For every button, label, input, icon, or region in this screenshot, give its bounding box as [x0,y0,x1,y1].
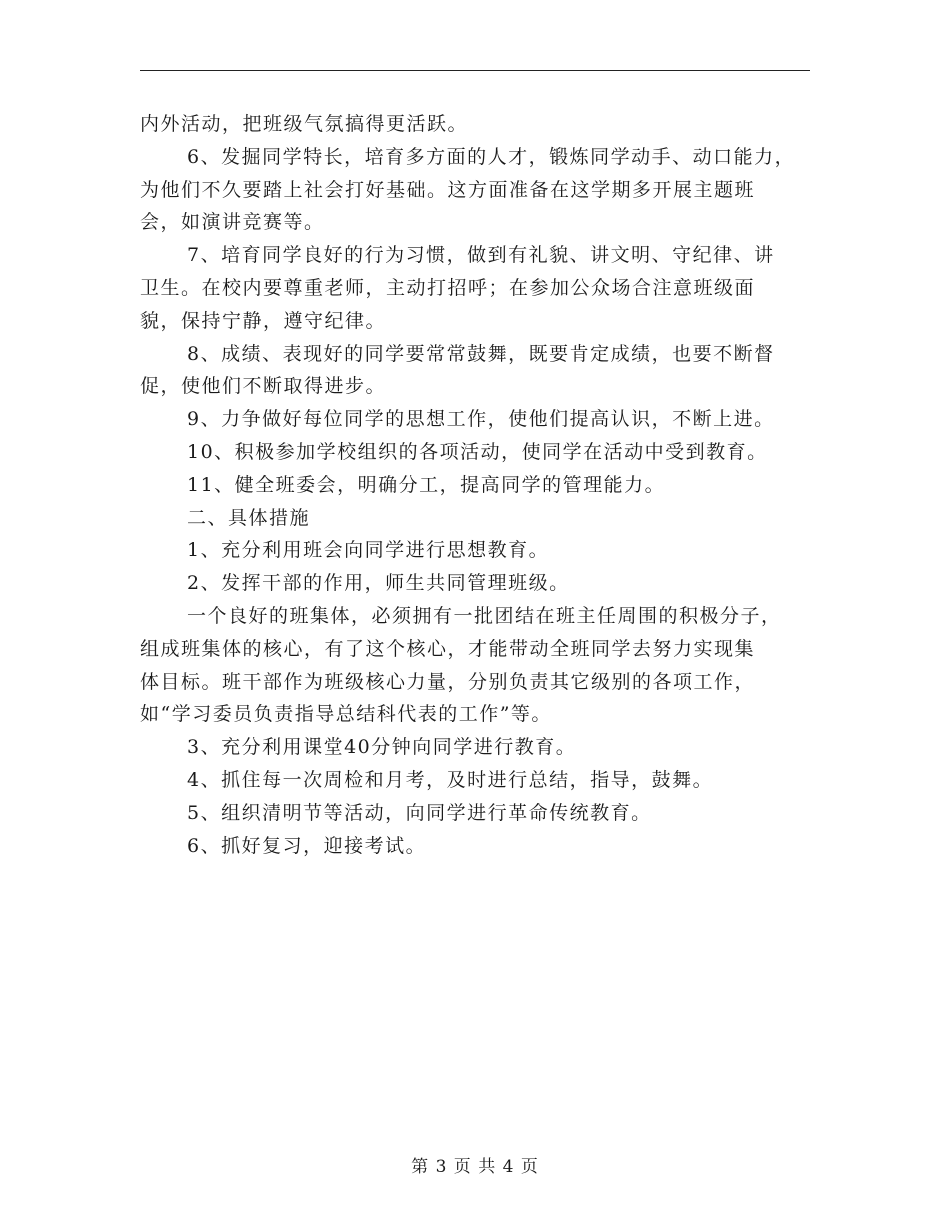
text-line: 10、积极参加学校组织的各项活动，使同学在活动中受到教育。 [187,440,768,463]
text-line: 组成班集体的核心，有了这个核心，才能带动全班同学去努力实现集 [140,637,756,660]
page-number: 第 3 页 共 4 页 [411,1157,539,1177]
text-line: 7、培育同学良好的行为习惯，做到有礼貌、讲文明、守纪律、讲 [187,244,775,267]
text-line: 为他们不久要踏上社会打好基础。这方面准备在这学期多开展主题班 [140,178,756,201]
text-line: 会，如演讲竞赛等。 [140,211,325,234]
text-line: 6、抓好复习，迎接考试。 [187,834,427,857]
text-line: 1、充分利用班会向同学进行思想教育。 [187,539,550,562]
text-line: 3、充分利用课堂40分钟向同学进行教育。 [187,736,577,759]
header-rule [140,70,810,71]
text-line: 9、力争做好每位同学的思想工作，使他们提高认识，不断上进。 [187,408,775,431]
text-line: 8、成绩、表现好的同学要常常鼓舞，既要肯定成绩，也要不断督 [187,342,775,365]
text-line: 5、组织清明节等活动，向同学进行革命传统教育。 [187,801,652,824]
text-line: 11、健全班委会，明确分工，提高同学的管理能力。 [187,473,666,496]
text-line: 促，使他们不断取得进步。 [140,375,387,398]
text-line: 内外活动，把班级气氛搞得更活跃。 [140,113,469,135]
text-line: 二、具体措施 [187,506,311,529]
text-line: 如“学习委员负责指导总结科代表的工作”等。 [140,703,552,726]
text-line: 2、发挥干部的作用，师生共同管理班级。 [187,572,570,595]
document-body [140,108,820,862]
text-line: 卫生。在校内要尊重老师，主动打招呼；在参加公众场合注意班级面 [140,276,756,299]
text-line: 貌，保持宁静，遵守纪律。 [140,309,387,332]
text-line: 6、发掘同学特长，培育多方面的人才，锻炼同学动手、动口能力， [187,145,796,168]
text-line: 4、抓住每一次周检和月考，及时进行总结，指导，鼓舞。 [187,768,714,791]
text-line: 体目标。班干部作为班级核心力量，分别负责其它级别的各项工作， [140,670,756,693]
text-line: 一个良好的班集体，必须拥有一批团结在班主任周围的积极分子， [187,604,782,627]
